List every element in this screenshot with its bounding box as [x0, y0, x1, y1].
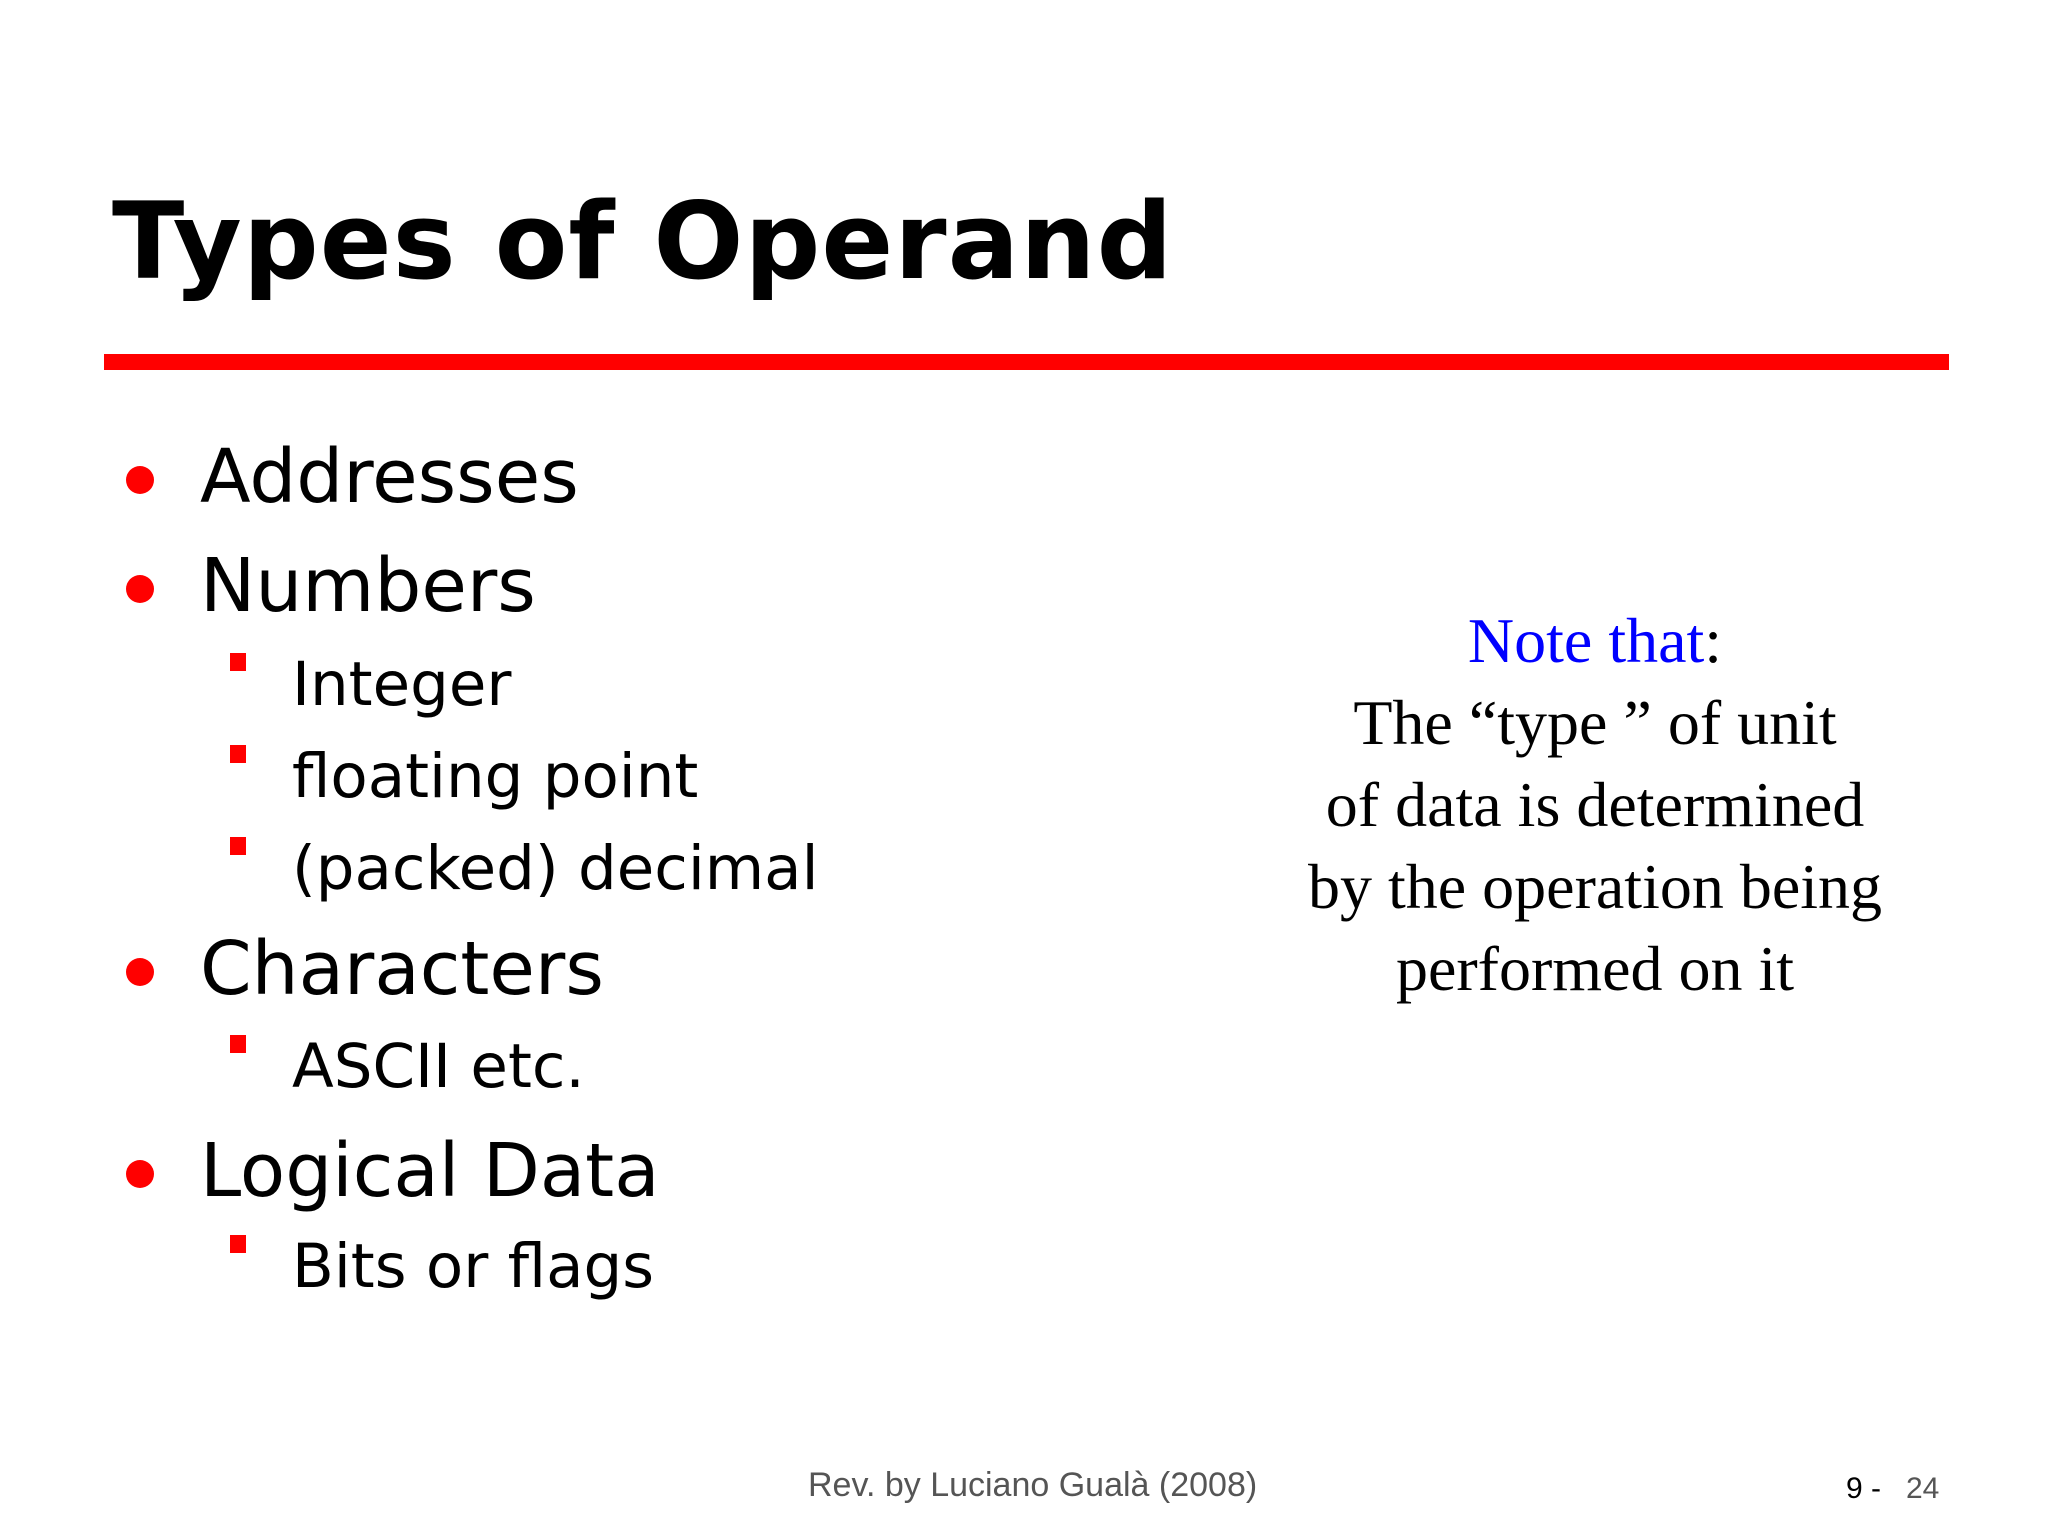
note-line: of data is determined: [1325, 769, 1865, 840]
list-item-text: Logical Data: [200, 1128, 660, 1214]
list-item-text: Bits or flags: [292, 1231, 654, 1302]
note-heading-text: Note that: [1467, 605, 1705, 676]
list-item-text: Addresses: [200, 434, 579, 520]
list-item: [292, 1031, 585, 1102]
list-item: [200, 926, 604, 1012]
bullet-square-icon: [230, 653, 246, 671]
list-item-text: floating point: [292, 741, 699, 812]
bullet-dot-icon: [126, 1160, 154, 1188]
bullet-dot-icon: [126, 466, 154, 494]
list-item: [292, 1231, 654, 1302]
bullet-dot-icon: [126, 958, 154, 986]
list-item: [292, 649, 512, 720]
slide-title: Types of Operand: [112, 180, 1174, 303]
list-item: [292, 741, 699, 812]
list-item-text: Integer: [292, 649, 512, 720]
list-item: [200, 543, 536, 629]
bullet-square-icon: [230, 745, 246, 763]
list-item-text: (packed) decimal: [292, 833, 819, 904]
note-line: performed on it: [1395, 933, 1795, 1004]
bullet-square-icon: [230, 1035, 246, 1053]
bullet-list: [0, 0, 1000, 1400]
list-item-text: ASCII etc.: [292, 1031, 585, 1102]
list-item: [200, 1128, 660, 1214]
note-heading-colon: :: [1704, 605, 1723, 676]
bullet-square-icon: [230, 1235, 246, 1253]
bullet-square-icon: [230, 837, 246, 855]
footer-credit: Rev. by Luciano Gualà (2008): [808, 1466, 1258, 1504]
footer-chapter-number: 9 -: [1846, 1472, 1882, 1505]
footer-page-number: 24: [1906, 1472, 1940, 1505]
note-heading: [1240, 600, 1950, 682]
note-callout: [1240, 600, 1950, 1010]
note-line: The “type ” of unit: [1353, 687, 1837, 758]
list-item-text: Numbers: [200, 543, 536, 629]
list-item-text: Characters: [200, 926, 604, 1012]
list-item: [200, 434, 579, 520]
bullet-dot-icon: [126, 575, 154, 603]
note-line: by the operation being: [1307, 851, 1883, 922]
list-item: [292, 833, 819, 904]
